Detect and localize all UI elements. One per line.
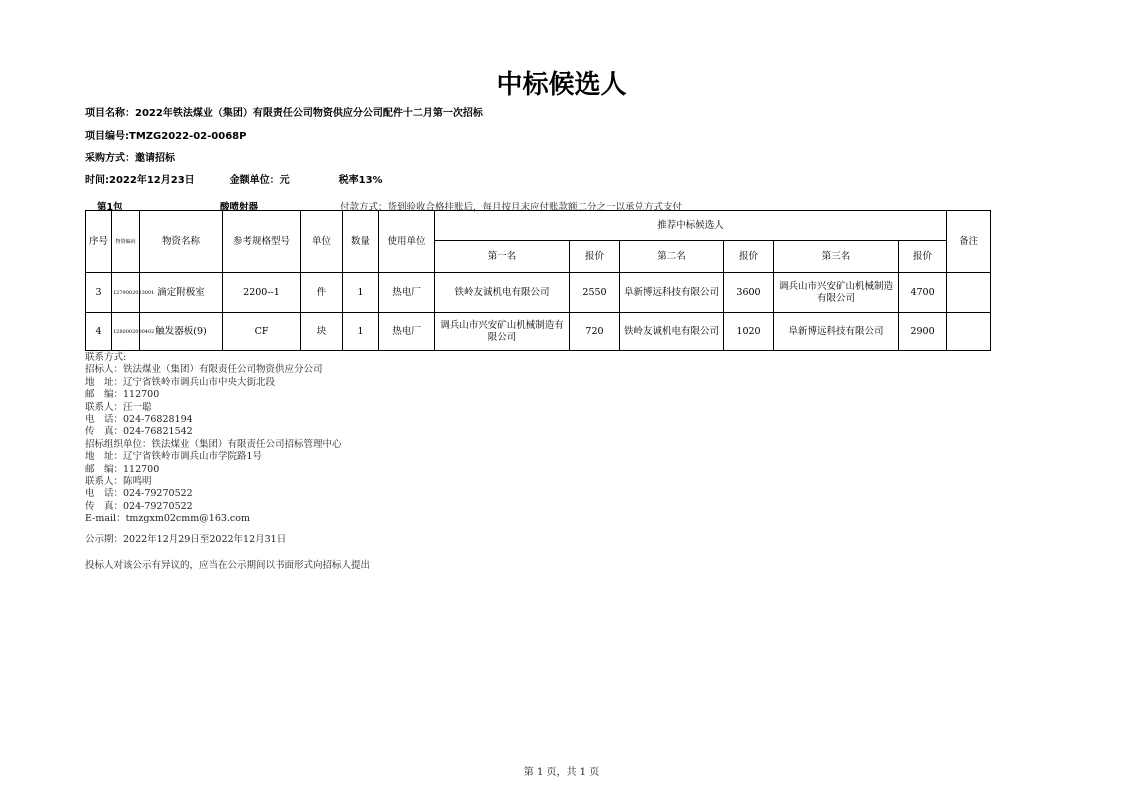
project-name: 项目名称：2022年铁法煤业（集团）有限责任公司物资供应分公司配件十二月第一次招标 — [85, 108, 483, 119]
cell-seq: 3 — [86, 273, 112, 313]
header-code: 物资编码 — [112, 211, 140, 273]
page-footer: 第 1 页，共 1 页 — [523, 767, 600, 778]
contact-line: 联系方式: — [85, 352, 127, 363]
cell-third-price: 4700 — [899, 273, 947, 313]
cell-dept: 热电厂 — [379, 313, 435, 351]
package-label: 第1包 — [97, 202, 123, 213]
package-name: 酸喷射器 — [220, 202, 259, 213]
cell-third-price: 2900 — [899, 313, 947, 351]
cell-seq: 4 — [86, 313, 112, 351]
contact-line: 传 真：024-79270522 — [85, 500, 193, 512]
table-row — [86, 313, 991, 351]
contact-block — [85, 352, 342, 526]
cell-unit: 块 — [301, 313, 343, 351]
contact-line: 招标人：铁法煤业（集团）有限责任公司物资供应分公司 — [85, 364, 323, 376]
header-third-price: 报价 — [899, 241, 947, 273]
cell-qty: 1 — [343, 313, 379, 351]
currency-unit: 金额单位：元 — [229, 175, 290, 186]
cell-second: 阜新博远科技有限公司 — [620, 273, 724, 313]
table-row — [86, 273, 991, 313]
cell-second-price: 1020 — [724, 313, 774, 351]
cell-first: 铁岭友诚机电有限公司 — [435, 273, 570, 313]
cell-unit: 件 — [301, 273, 343, 313]
header-second: 第二名 — [620, 241, 724, 273]
objection-note: 投标人对该公示有异议的，应当在公示期间以书面形式向招标人提出 — [85, 560, 371, 571]
meta-date-line — [85, 171, 383, 186]
header-row-1 — [86, 211, 991, 241]
contact-line: 电 话：024-79270522 — [85, 488, 193, 500]
cell-code: 1279002023001 — [112, 273, 140, 313]
contact-line: 地 址：辽宁省铁岭市调兵山市学院路1号 — [85, 451, 263, 463]
contact-line: E-mail：tmzgxm02cmm@163.com — [85, 513, 250, 525]
header-name: 物资名称 — [140, 211, 223, 273]
project-number: 项目编号:TMZG2022-02-0068P — [85, 131, 247, 142]
date: 时间:2022年12月23日 — [85, 175, 195, 186]
header-spec: 参考规格型号 — [223, 211, 301, 273]
payment-terms: 付款方式：货到验收合格挂账后，每月按月末应付账款额二分之一以承兑方式支付 — [340, 202, 683, 213]
cell-remark — [947, 313, 991, 351]
cell-name: 触发器板(9) — [140, 313, 223, 351]
cell-third: 调兵山市兴安矿山机械制造有限公司 — [774, 273, 899, 313]
contact-line: 招标组织单位：铁法煤业（集团）有限责任公司招标管理中心 — [85, 438, 342, 450]
contact-line: 电 话：024-76828194 — [85, 414, 193, 426]
cell-second: 铁岭友诚机电有限公司 — [620, 313, 724, 351]
header-first: 第一名 — [435, 241, 570, 273]
cell-spec: 2200--1 — [223, 273, 301, 313]
contact-line: 联系人：汪一聪 — [85, 401, 152, 413]
header-third: 第三名 — [774, 241, 899, 273]
header-recommend: 推荐中标候选人 — [435, 211, 947, 241]
cell-first-price: 2550 — [570, 273, 620, 313]
cell-code: 1280002000402 — [112, 313, 140, 351]
tax-rate: 税率13% — [338, 175, 383, 186]
header-dept: 使用单位 — [379, 211, 435, 273]
contact-line: 邮 编：112700 — [85, 389, 160, 401]
contact-line: 地 址：辽宁省铁岭市调兵山市中央大街北段 — [85, 376, 276, 388]
page-title: 中标候选人 — [496, 70, 627, 100]
cell-dept: 热电厂 — [379, 273, 435, 313]
cell-qty: 1 — [343, 273, 379, 313]
cell-first-price: 720 — [570, 313, 620, 351]
header-second-price: 报价 — [724, 241, 774, 273]
cell-third: 阜新博远科技有限公司 — [774, 313, 899, 351]
contact-line: 传 真：024-76821542 — [85, 426, 193, 438]
candidate-table — [85, 210, 991, 351]
header-unit: 单位 — [301, 211, 343, 273]
header-first-price: 报价 — [570, 241, 620, 273]
cell-second-price: 3600 — [724, 273, 774, 313]
procurement-method: 采购方式：邀请招标 — [85, 153, 175, 164]
cell-name: 滴定附极室 — [140, 273, 223, 313]
contact-line: 邮 编：112700 — [85, 463, 160, 475]
header-seq: 序号 — [86, 211, 112, 273]
header-remark: 备注 — [947, 211, 991, 273]
header-qty: 数量 — [343, 211, 379, 273]
cell-remark — [947, 273, 991, 313]
contact-line: 联系人：陈鸣明 — [85, 476, 152, 488]
cell-first: 调兵山市兴安矿山机械制造有限公司 — [435, 313, 570, 351]
cell-spec: CF — [223, 313, 301, 351]
notice-period: 公示期：2022年12月29日至2022年12月31日 — [85, 534, 287, 545]
